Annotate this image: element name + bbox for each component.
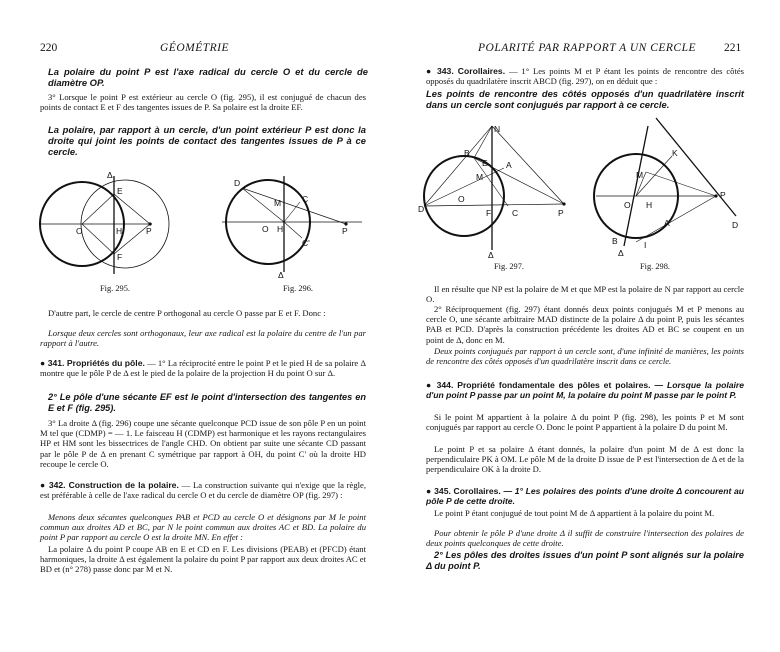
paragraph-tangents-theorem: La polaire, par rapport à un cercle, d'un point extérieur P est donc la droite qui joint les points de contact des tangentes issues de P à ce cercle.: [48, 124, 366, 157]
page-number: 221: [724, 42, 742, 54]
section-345-title: ● 345. Corollaires.: [426, 486, 501, 496]
line-hc-prime: [284, 222, 302, 238]
label-o: O: [262, 224, 269, 234]
paragraph-exterior-point: 3° Lorsque le point P est extérieur au cercle O (fig. 295), il est conjugué de chacun des points de contact E et F des tangentes issues de P. Sa polaire est la droite EF.: [40, 92, 366, 113]
label-h: H: [116, 226, 123, 236]
label-o: O: [458, 194, 465, 204]
label-p: P: [146, 226, 152, 236]
fig-298-caption: Fig. 298.: [640, 262, 671, 271]
label-o: O: [76, 226, 83, 236]
polar-line-delta: [624, 126, 648, 246]
section-341-p2: 2° Le pôle d'une sécante EF est le point d'intersection des tangentes en E et F (fig. 295).: [48, 392, 366, 413]
section-343-theorem: Les points de rencontre des côtés opposés d'un quadrilatère inscrit dans un cercle sont conjugués par rapport à ce cercle.: [426, 88, 744, 110]
section-345: ● 345. Corollaires. — 1° Les polaires des points d'une droite Δ concourent au pôle P de cette droite.: [426, 486, 744, 507]
label-b: B: [464, 148, 470, 158]
figure-296: [222, 168, 366, 280]
line-nb: [474, 126, 492, 158]
label-delta: Δ: [107, 170, 113, 180]
label-e: E: [117, 186, 123, 196]
secant-pcd: [242, 188, 346, 224]
page-number: 220: [40, 42, 58, 54]
label-h: H: [646, 200, 653, 210]
point-p: [714, 194, 717, 197]
line-d: [656, 118, 736, 216]
label-a: A: [664, 218, 670, 228]
section-345-p3: Pour obtenir le pôle P d'une droite Δ il suffit de construire l'intersection des polaires de deux points quelconques de cette droite.: [426, 528, 744, 549]
label-k: K: [672, 148, 678, 158]
section-344: ● 344. Propriété fondamentale des pôles et polaires. — Lorsque la polaire d'un point P passe par un point M, la polaire du point M passe par le point P.: [426, 380, 744, 401]
label-delta: Δ: [488, 250, 494, 260]
label-m: M: [476, 172, 484, 182]
paragraph-orthogonal: D'autre part, le cercle de centre P orthogonal au cercle O passe par E et F. Donc :: [48, 308, 326, 318]
label-delta: Δ: [618, 248, 624, 258]
label-c: C: [512, 208, 519, 218]
label-h: H: [277, 224, 284, 234]
figure-295: [40, 168, 180, 280]
paragraph-polar-radical-axis: La polaire du point P est l'axe radical du cercle O et du cercle de diamètre OP.: [48, 66, 368, 88]
running-head: POLARITÉ PAR RAPPORT A UN CERCLE: [478, 42, 697, 54]
section-343-title: ● 343. Corollaires.: [426, 66, 506, 76]
label-p: P: [342, 226, 348, 236]
section-342-p3: La polaire Δ du point P coupe AB en E et CD en F. Les divisions (PEAB) et (PFCD) étant harmoniques, la droite Δ est également la polaire du point P par rapport aux deux droites AC et BD et (n° 278) passe donc par M et N.: [40, 544, 366, 575]
line-mp: [646, 172, 716, 196]
paragraph-orthogonal-theorem: Lorsque deux cercles sont orthogonaux, leur axe radical est la polaire du centre de l'un par rapport à l'autre.: [40, 328, 366, 349]
paragraph-reciprocal: 2° Réciproquement (fig. 297) étant donnés deux points conjugués M et P menons au cercle O, une sécante arbitraire MAD distincte de la polaire Δ du point P, puis les sécantes PAB et PCD. D'après la construction précédente les droites AD et BC se coupent en un point de Δ, donc en M.: [426, 304, 744, 345]
right-page: [390, 0, 780, 652]
label-i: I: [644, 240, 647, 250]
secant-pcd: [424, 204, 564, 206]
point-p: [562, 202, 565, 205]
section-341-p3: 3° La droite Δ (fig. 296) coupe une sécante quelconque PCD issue de son pôle P en un point M tel que (CDMP) = — 1. Le faisceau H (CDMP) est harmonique et les rayons rectangulaires HP et HM sont les bissectrices de l'angle CHD. On obtient par suite une sécante CD passant par le pôle P de Δ en prenant C symétrique par rapport à OH, du point C' où la droite HD recoupe le cercle O.: [40, 418, 366, 469]
line-np: [492, 126, 564, 204]
label-d: D: [732, 220, 739, 230]
fig-295-caption: Fig. 295.: [100, 284, 131, 293]
section-342: ● 342. Construction de la polaire. — La construction suivante qui n'exige que la règle, est préférable à celle de l'axe radical du cercle O et du cercle de diamètre OP (fig. 297) :: [40, 480, 366, 501]
label-delta: Δ: [278, 270, 284, 280]
section-342-title: ● 342. Construction de la polaire.: [40, 480, 179, 490]
section-344-title: ● 344. Propriété fondamentale des pôles et polaires.: [426, 380, 651, 390]
label-f: F: [486, 208, 492, 218]
paragraph-conjugate-points: Deux points conjugués par rapport à un cercle sont, d'une infinité de manières, les points de rencontre des côtés opposés d'un quadrilatère inscrit dans ce cercle.: [426, 346, 744, 367]
paragraph-consequence: Il en résulte que NP est la polaire de M et que MP est la polaire de N par rapport au cercle O.: [426, 284, 744, 305]
section-345-p2: Le point P étant conjugué de tout point M de Δ appartient à la polaire du point M.: [434, 508, 715, 518]
label-d: D: [418, 204, 425, 214]
section-343: ● 343. Corollaires. — 1° Les points M et P étant les points de rencontre des côtés opposés du quadrilatère inscrit ABCD (fig. 297), on en déduit que :: [426, 66, 744, 87]
running-head: GÉOMÉTRIE: [160, 42, 230, 54]
label-p: P: [558, 208, 564, 218]
figure-297: [418, 120, 594, 260]
radius-of: [82, 224, 114, 254]
label-e: E: [482, 158, 488, 168]
label-m: M: [636, 170, 644, 180]
tangent-pe: [114, 194, 150, 224]
figure-298: [596, 116, 746, 258]
label-b: B: [612, 236, 618, 246]
label-a: A: [506, 160, 512, 170]
section-345-p4: 2° Les pôles des droites issues d'un point P sont alignés sur la polaire Δ du point P.: [426, 550, 744, 571]
section-342-p2: Menons deux sécantes quelconques PAB et PCD au cercle O et désignons par M le point commun aux droites AD et BC, par N le point commun aux droites AC et BD. La polaire du point P par rapport au cercle O est la droite MN. En effet :: [40, 512, 366, 543]
label-f: F: [117, 252, 123, 262]
label-c: C: [302, 194, 309, 204]
section-344-p2: Si le point M appartient à la polaire Δ du point P (fig. 298), les points P et M sont conjugués par rapport au cercle O. Donc le point P appartient à la polaire D du point M.: [426, 412, 744, 433]
label-c-prime: C': [302, 238, 310, 248]
label-n: N: [494, 124, 501, 134]
label-p: P: [720, 190, 726, 200]
radius-oe: [82, 194, 114, 224]
section-341-title: ● 341. Propriétés du pôle.: [40, 358, 145, 368]
fig-296-caption: Fig. 296.: [283, 284, 314, 293]
label-d: D: [234, 178, 241, 188]
section-341: ● 341. Propriétés du pôle. — 1° La réciprocité entre le point P et le pied H de sa polaire Δ montre que le pôle P de Δ est le pied de la polaire de la projection H du point O sur Δ.: [40, 358, 366, 379]
label-o: O: [624, 200, 631, 210]
label-m: M: [274, 198, 282, 208]
fig-297-caption: Fig. 297.: [494, 262, 525, 271]
section-344-p3: Le point P et sa polaire Δ étant donnés, la polaire d'un point M de Δ est donc la perpendiculaire PK à OM. Le pôle M de la droite D issue de P est l'intersection de Δ et de la perpendiculaire OK à la droite D.: [426, 444, 744, 475]
